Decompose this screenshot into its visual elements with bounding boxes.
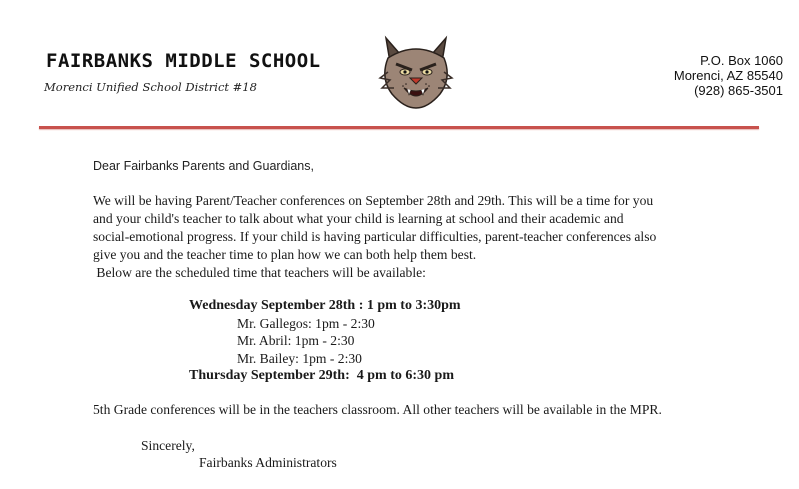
address-po-box: P.O. Box 1060 <box>700 53 783 68</box>
paragraph-line: and your child's teacher to talk about what your child is learning at school and their academic and <box>93 211 624 226</box>
district-name: Morenci Unified School District #18 <box>44 80 257 94</box>
schedule-day-thursday: Thursday September 29th: 4 pm to 6:30 pm <box>189 368 454 383</box>
teacher-slot: Mr. Abril: 1pm - 2:30 <box>237 333 355 348</box>
paragraph-line: social-emotional progress. If your child is having particular difficulties, parent-teacher conferences also <box>93 229 657 244</box>
school-name: FAIRBANKS MIDDLE SCHOOL <box>46 50 321 72</box>
paragraph-line: give you and the teacher time to plan how we can both help them best. <box>93 247 477 262</box>
paragraph-line: We will be having Parent/Teacher conferences on September 28th and 29th. This will be a time for you <box>93 193 654 208</box>
conference-schedule <box>189 297 461 385</box>
address-city: Morenci, AZ 85540 <box>673 68 783 83</box>
signature: Fairbanks Administrators <box>199 455 337 470</box>
closing: Sincerely, <box>141 438 195 453</box>
address-phone: (928) 865-3501 <box>694 83 783 98</box>
bobcat-mascot-icon <box>376 32 456 112</box>
schedule-day-wednesday: Wednesday September 28th : 1 pm to 3:30pm <box>189 298 461 313</box>
body-paragraph <box>93 192 733 282</box>
salutation: Dear Fairbanks Parents and Guardians, <box>93 159 314 173</box>
header-divider <box>39 126 759 129</box>
teacher-slot: Mr. Bailey: 1pm - 2:30 <box>237 350 362 366</box>
location-note: 5th Grade conferences will be in the teachers classroom. All other teachers will be available in the MPR. <box>93 402 662 417</box>
paragraph-line: Below are the scheduled time that teachers will be available: <box>93 265 426 280</box>
school-address <box>674 53 783 98</box>
teacher-slot: Mr. Gallegos: 1pm - 2:30 <box>237 315 375 331</box>
